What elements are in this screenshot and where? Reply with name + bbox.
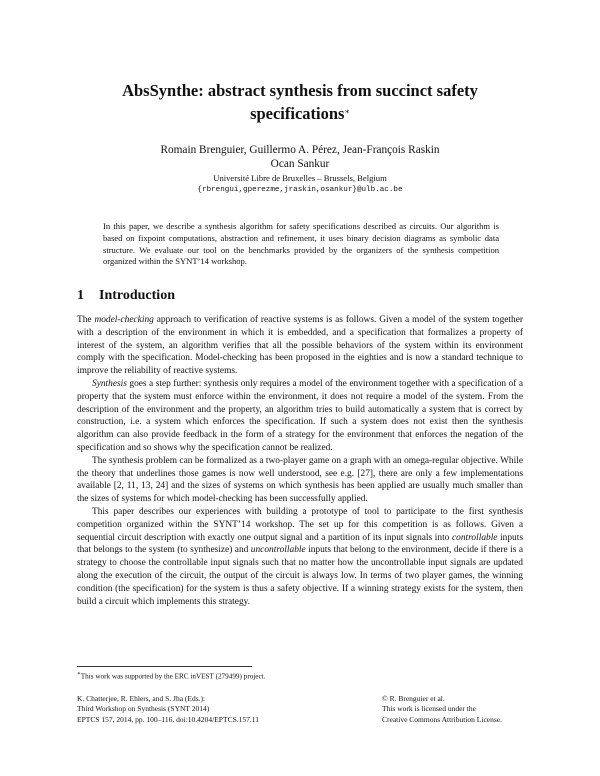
copyright-line: © R. Brenguier et al. bbox=[382, 694, 445, 703]
paragraph-4-text-c: inputs that belong to the environment, decide if there is a strategy to choose the controllable input signals such that no matter how the uncontrollable input signals are updated along the execution of the circuit, the output of the circuit is always low. In terms of two player games, the winning condition (the specification) for the system is thus a safety objective. If a winning strategy exists for the system, then build a circuit which implements this strategy. bbox=[77, 545, 523, 607]
footnote bbox=[77, 669, 265, 681]
paragraph-4-emphasis-1: controllable bbox=[451, 532, 498, 543]
title-line-2: specifications bbox=[250, 104, 345, 123]
paragraph-3: The synthesis problem can be formalized as a two-player game on a graph with an omega-regular objective. While the theory that underlines those games is now well understood, see e.g. [27], there are only a few implementations available [2, 11, 13, 24] and the sizes of systems on which synthesis has been applied are usually much smaller than the sizes of systems for which model-checking has been successfully applied. bbox=[77, 455, 523, 505]
author-list bbox=[0, 143, 600, 171]
paragraph-2-text: goes a step further: synthesis only requires a model of the environment together with a specification of a property that the system must enforce within the environment, it does not require a model of the system. From the description of the environment and the property, an algorithm tries to build automatically a system that is correct by construction, i.e. a system which enforces the specification. If such a system does not exist then the synthesis algorithm can also provide feedback in the form of a strategy for the environment that enforces the negation of the specification and so shows why the specification cannot be realized. bbox=[77, 378, 523, 453]
publication-doi: EPTCS 157, 2014, pp. 100–116, doi:10.4204/EPTCS.157.11 bbox=[77, 714, 259, 724]
paragraph-1 bbox=[77, 314, 523, 378]
paragraph-1-emphasis: model-checking bbox=[94, 315, 154, 325]
title-line-1: AbsSynthe: abstract synthesis from succinct safety bbox=[122, 81, 478, 100]
author-emails: {rbrengui,gperezme,jraskin,osankur}@ulb.ac.be bbox=[197, 186, 403, 194]
paragraph-4-text-b: inputs that belongs to the system (to synthesize) and bbox=[77, 532, 523, 556]
authors-line-1: Romain Brenguier, Guillermo A. Pérez, Jean-François Raskin bbox=[160, 144, 440, 156]
paper-title bbox=[0, 79, 600, 125]
license-line-2: Creative Commons Attribution License. bbox=[382, 714, 502, 724]
title-footnote-mark: ∗ bbox=[344, 107, 350, 116]
license-line-1: This work is licensed under the bbox=[382, 704, 476, 714]
abstract: In this paper, we describe a synthesis algorithm for safety specifications described as circuits. Our algorithm is based on fixpoint computations, abstraction and refinement, it uses binary decision diagrams as symbolic data structure. We evaluate our tool on the benchmarks provided by the organizers of the synthesis competition organized within the SYNT’14 workshop. bbox=[103, 221, 499, 267]
license-info bbox=[382, 694, 502, 725]
footnote-text: This work was supported by the ERC inVEST (279499) project. bbox=[80, 672, 266, 681]
introduction-body bbox=[77, 314, 523, 608]
publication-info bbox=[77, 694, 259, 725]
footnote-rule bbox=[77, 666, 252, 667]
paragraph-4-emphasis-2: uncontrollable bbox=[250, 545, 306, 556]
paragraph-1-text-b: approach to verification of reactive systems is as follows. Given a model of the system together with a description of the environment in which it is embedded, and a specification that formalizes a property of interest of the system, an algorithm verifies that all the possible behaviors of the system within its environment comply with the specification. Model-checking has been proposed in the eighties and is now a standard technique to improve the reliability of reactive systems. bbox=[77, 315, 524, 377]
paragraph-2-emphasis: Synthesis bbox=[92, 378, 127, 389]
affiliation: Université Libre de Bruxelles – Brussels, Belgium bbox=[213, 173, 387, 183]
publication-venue: Third Workshop on Synthesis (SYNT 2014) bbox=[77, 704, 210, 714]
publication-editors: K. Chatterjee, R. Ehlers, and S. Jha (Eds.): bbox=[77, 694, 206, 703]
footnote-mark: ∗ bbox=[77, 671, 81, 677]
section-heading bbox=[77, 288, 175, 304]
section-number: 1 bbox=[77, 288, 84, 303]
paragraph-4 bbox=[77, 506, 523, 608]
paragraph-2 bbox=[77, 378, 523, 455]
paragraph-4-text-a: This paper describes our experiences with building a prototype of tool to participate to the first synthesis competition organized within the SYNT’14 workshop. The set up for this competition is as follows. Given a sequential circuit description with exactly one output signal and a partition of its input signals into bbox=[77, 506, 523, 543]
authors-line-2: Ocan Sankur bbox=[270, 158, 330, 170]
paragraph-1-text-a: The bbox=[77, 315, 95, 325]
section-title: Introduction bbox=[99, 288, 175, 303]
